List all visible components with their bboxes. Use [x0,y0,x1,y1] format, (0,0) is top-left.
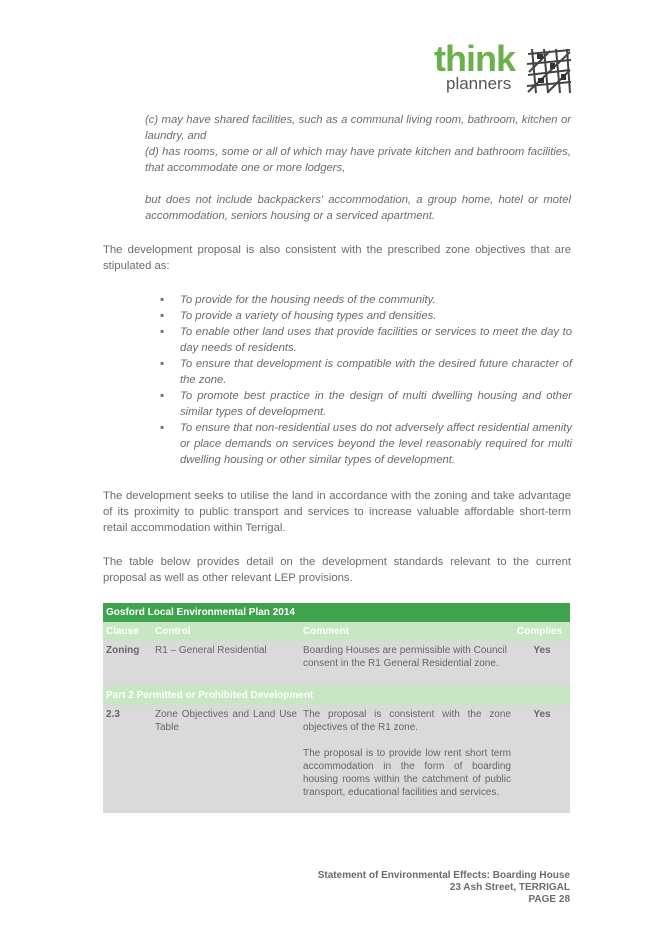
objective-text: To provide for the housing needs of the community. [180,294,436,306]
logo-word-planners: planners [446,74,512,93]
bullet-icon: ▪ [160,310,165,322]
city-map-icon [526,48,572,94]
cell-clause: 2.3 [103,705,152,813]
cell-comment [300,705,514,813]
logo-word-think: think [434,38,515,79]
table-title: Gosford Local Environmental Plan 2014 [103,603,570,622]
definition-item-d: (d) has rooms, some or all of which may have private kitchen and bathroom facilities, that accommodate one or more lodgers, [145,146,571,174]
list-item [160,308,572,324]
think-planners-logo [434,38,574,98]
bullet-icon: ▪ [160,422,165,434]
table-title-row [103,603,570,622]
objective-text: To ensure that non-residential uses do not adversely affect residential amenity or place demands on services beyond the level reasonably required for multi dwelling housing or other similar types of development. [180,422,572,466]
cell-clause: Zoning [103,641,152,686]
footer-address: 23 Ash Street, TERRIGAL [449,882,570,893]
cell-complies: Yes [514,641,570,686]
table-row [103,641,570,686]
header-comment: Comment [300,622,514,641]
table-header-row [103,622,570,641]
cell-control: Zone Objectives and Land Use Table [152,705,300,813]
list-item [160,356,572,388]
list-item [160,420,572,468]
header-clause: Clause [103,622,152,641]
objective-text: To provide a variety of housing types and densities. [180,310,437,322]
definition-exclusion: but does not include backpackers' accommodation, a group home, hotel or motel accommodation, seniors housing or a serviced apartment. [145,194,571,222]
header-complies: Complies [514,622,570,641]
bullet-icon: ▪ [160,358,165,370]
page-number: PAGE 28 [528,894,570,905]
list-item [160,324,572,356]
list-item [160,292,572,308]
objective-text: To ensure that development is compatible with the desired future character of the zone. [180,358,572,386]
bullet-icon: ▪ [160,294,165,306]
page-footer [318,870,570,906]
list-item [160,388,572,420]
definition-item-c: (c) may have shared facilities, such as a communal living room, bathroom, kitchen or laundry, and [145,114,571,142]
bullet-icon: ▪ [160,390,165,402]
zone-objectives-intro: The development proposal is also consistent with the prescribed zone objectives that are stipulated as: [103,244,571,272]
bullet-icon: ▪ [160,326,165,338]
table-intro-paragraph: The table below provides detail on the development standards relevant to the current proposal as well as other relevant LEP provisions. [103,556,571,584]
footer-document-title: Statement of Environmental Effects: Boarding House [317,870,570,881]
objective-text: To promote best practice in the design of multi dwelling housing and other similar types of development. [180,390,572,418]
lep-compliance-table [103,603,570,813]
section-title: Part 2 Permitted or Prohibited Development [103,686,570,705]
cell-control: R1 – General Residential [152,641,300,686]
table-section-row [103,686,570,705]
comment-paragraph: The proposal is consistent with the zone objectives of the R1 zone. [303,709,511,733]
objective-text: To enable other land uses that provide facilities or services to meet the day to day needs of residents. [180,326,572,354]
zone-objectives-list [160,292,572,468]
table-row [103,705,570,813]
comment-paragraph: The proposal is to provide low rent short term accommodation in the form of boarding housing rooms within the catchment of public transport, educational facilities and services. [303,748,511,798]
cell-complies: Yes [514,705,570,813]
zoning-utilise-paragraph: The development seeks to utilise the land in accordance with the zoning and take advantage of its proximity to public transport and services to increase valuable affordable short-term retail accommodation within Terrigal. [103,490,571,534]
cell-comment: Boarding Houses are permissible with Council consent in the R1 General Residential zone. [300,641,514,686]
header-control: Control [152,622,300,641]
